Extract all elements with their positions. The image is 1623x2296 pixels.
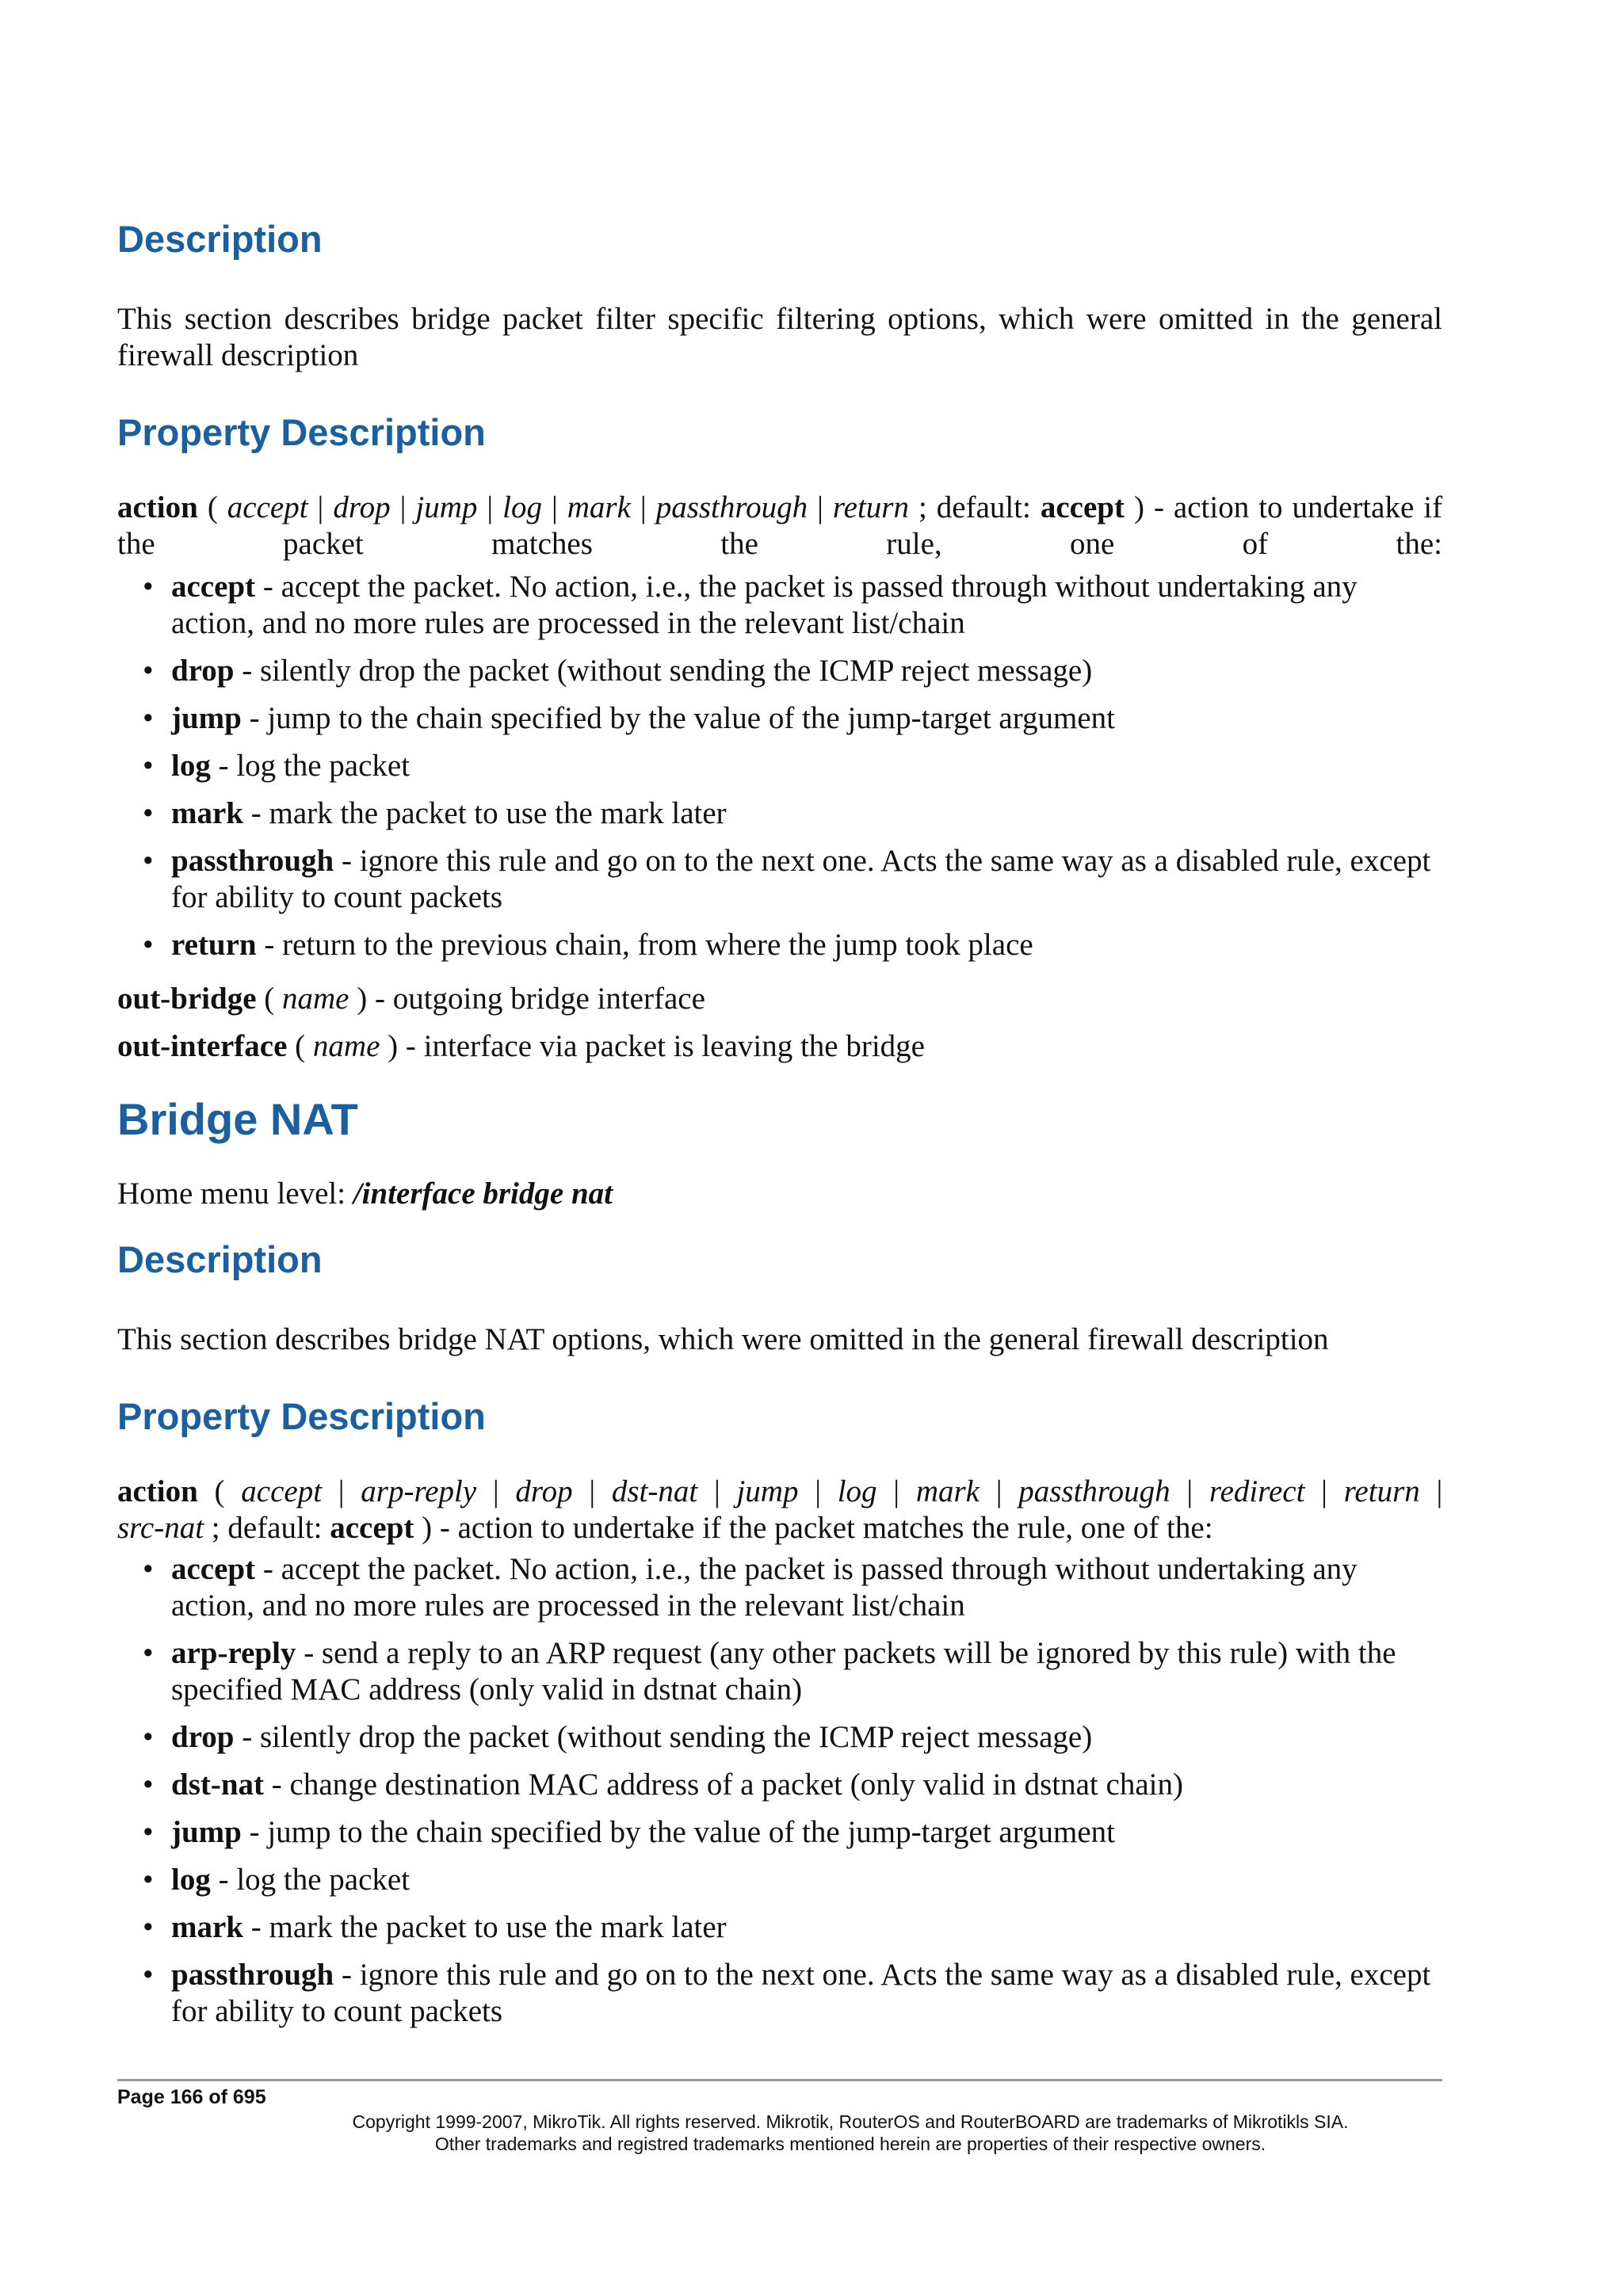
section-heading-description: Description — [117, 218, 323, 260]
list-item: • jump - jump to the chain specified by the value of the jump-target argument — [143, 1815, 1116, 1849]
nat-action-property-line: action ( accept | arp-reply | drop | dst-nat | jump | log | mark | passthrough | redirect | return | — [117, 1474, 1443, 1508]
description-paragraph: This section describes bridge packet filter specific filtering options, which were omitted in the general firewall description — [117, 302, 1442, 372]
list-item: • jump - jump to the chain specified by the value of the jump-target argument — [143, 701, 1116, 735]
list-item: • passthrough - ignore this rule and go on to the next one. Acts the same way as a disabled rule, except for ability to count packets — [143, 844, 1431, 914]
list-item: • arp-reply - send a reply to an ARP request (any other packets will be ignored by this rule) with the specified MAC address (only valid in dstnat chain) — [143, 1636, 1396, 1707]
action-desc: - action to undertake if the packet matches the rule, one of the: — [117, 490, 1443, 561]
list-item: • log - log the packet — [143, 1863, 411, 1897]
list-item: • return - return to the previous chain, from where the jump took place — [143, 928, 1033, 962]
list-item: • log - log the packet — [143, 749, 411, 783]
list-item: • passthrough - ignore this rule and go on to the next one. Acts the same way as a disabled rule, except for ability to count packets — [143, 1958, 1431, 2028]
property-name: action — [117, 490, 198, 524]
nat-action-property-line-2: src-nat ; default: accept ) - action to undertake if the packet matches the rule, one of the: — [117, 1511, 1213, 1545]
section-heading-description: Description — [117, 1238, 323, 1280]
list-item: • dst-nat - change destination MAC address of a packet (only valid in dstnat chain) — [143, 1768, 1183, 1802]
action-property-line: action ( accept | drop | jump | log | mark | passthrough | return ; default: accept ) - action to undertake if the packet matches the rule, one of the: — [117, 490, 1443, 561]
out-interface-property: out-interface ( name ) - interface via packet is leaving the bridge — [117, 1029, 925, 1063]
list-item: • drop - silently drop the packet (without sending the ICMP reject message) — [143, 654, 1093, 688]
menu-path: /interface bridge nat — [353, 1177, 613, 1211]
list-item: • mark - mark the packet to use the mark later — [143, 1910, 727, 1944]
section-heading-property-description: Property Description — [117, 411, 486, 453]
copyright-line-1: Copyright 1999-2007, MikroTik. All rights reserved. Mikrotik, RouterOS and RouterBOARD are trademarks of Mikrotikls SIA. — [352, 2111, 1349, 2132]
list-item: • accept - accept the packet. No action, i.e., the packet is passed through without undertaking any action, and no more rules are processed in the relevant list/chain — [143, 1552, 1358, 1623]
list-item: • drop - silently drop the packet (without sending the ICMP reject message) — [143, 1720, 1093, 1754]
page-number: Page 166 of 695 — [117, 2086, 266, 2108]
description-paragraph: This section describes bridge NAT options, which were omitted in the general firewall description — [117, 1322, 1329, 1356]
home-menu-level: Home menu level: /interface bridge nat — [117, 1177, 613, 1211]
copyright-line-2: Other trademarks and registred trademarks mentioned herein are properties of their respective owners. — [434, 2134, 1266, 2154]
list-item: • accept - accept the packet. No action, i.e., the packet is passed through without undertaking any action, and no more rules are processed in the relevant list/chain — [143, 570, 1358, 640]
out-bridge-property: out-bridge ( name ) - outgoing bridge interface — [117, 982, 705, 1016]
list-item: • mark - mark the packet to use the mark later — [143, 796, 727, 830]
section-heading-property-description: Property Description — [117, 1395, 486, 1437]
footer-divider — [117, 2079, 1442, 2081]
bridge-nat-title: Bridge NAT — [117, 1094, 358, 1144]
